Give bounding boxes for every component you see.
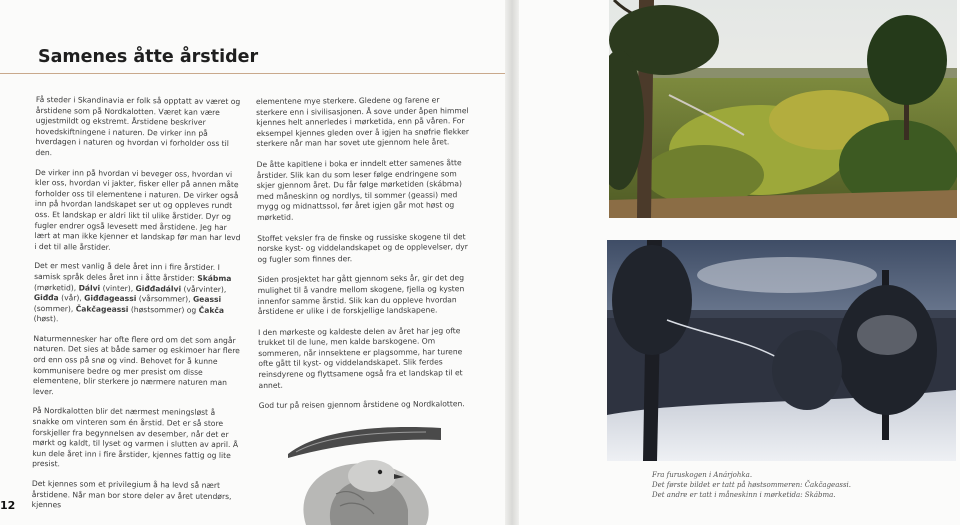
title-rule — [0, 73, 505, 74]
season-name: Skábma — [197, 273, 232, 283]
season-desc: (vinter), — [100, 283, 136, 293]
photo-caption — [652, 470, 952, 500]
seasons-intro: Det er mest vanlig å dele året inn i fire årstider. I samisk språk deles året inn i åtte årstider: — [34, 261, 220, 283]
season-name: Giđđageassi — [84, 293, 137, 304]
season-name: Dálvi — [78, 282, 101, 293]
seasons-paragraph — [34, 261, 245, 327]
season-desc: (høstsommer) og — [128, 304, 199, 315]
caption-line: Det andre er tatt i måneskinn i mørketida: Skábma. — [652, 491, 836, 499]
paragraph: God tur på reisen gjennom årstidene og Nordkalotten. — [258, 399, 465, 411]
paragraph: elementene mye sterkere. Gledene og farene er sterkere enn i sivilisasjonen. Å sove under åpen himmel kjennes helt annerledes i mørketida, enn på våren. For eksempel kjennes gleden over å igjen ha snøfrie flekker sterkere når man har sovet ute gjennom hele året. — [256, 95, 470, 149]
season-desc: (vårsommer), — [136, 294, 194, 304]
paragraph: I den mørkeste og kaldeste delen av året har jeg ofte trukket til de lune, men kalde barskogene. Om sommeren, når innsektene er plagsomme, har turene ofte gått til kyst- og viddelandskapet. Slik ferdes reinsdyrene og flyttsamene også fra et landskap til et annet. — [258, 325, 463, 390]
season-desc: (sommer), — [33, 303, 76, 314]
season-name: Čakča — [198, 305, 225, 315]
paragraph: Naturmennesker har ofte flere ord om det som angår naturen. Det sies at både samer og eskimoer har flere ord enn oss på snø og vind. Behovet for å kunne kommunisere bedre og mer presist om disse elementene, blir sterkere jo nærmere naturen man lever. — [32, 333, 240, 397]
autumn-forest-photo — [609, 0, 957, 218]
paragraph: Få steder i Skandinavia er folk så opptatt av været og årstidene som på Nordkalotten. Været kan være ugjestmildt og ekstremt. Årstidene beskriver hovedskiftningene i naturen. De virker inn på hverdagen i naturen og hvordan vi forholder oss til den. — [35, 95, 241, 158]
paragraph: Stoffet veksler fra de finske og russiske skogene til det norske kyst- og viddelandskapet og de opplevelser, dyr og fugler som finnes der. — [257, 231, 468, 264]
season-name: Giđđadálvi — [135, 283, 182, 294]
moonlit-winter-forest-photo — [607, 240, 956, 461]
text-column-right — [256, 95, 475, 422]
paragraph: Det kjennes som et privilegium å ha levd så nært årstidene. Når man bor store deler av året utendørs, kjennes — [31, 478, 232, 510]
season-name: Čakčageassi — [75, 304, 129, 314]
caption-line: Det første bildet er tatt på høstsommeren: Čakčageassi. — [652, 481, 852, 489]
season-name: Giđđa — [33, 293, 59, 303]
book-gutter — [505, 0, 519, 525]
paragraph: Siden prosjektet har gått gjennom seks år, gir det deg mulighet til å vandre mellom skogene, fjella og kysten innenfor samme årstid. Slik kan du oppleve hvordan årstidene er ulike i de forskjellige landskapene. — [257, 273, 465, 317]
text-column-left — [32, 95, 246, 522]
season-desc: (mørketid), — [33, 282, 79, 292]
paragraph: De åtte kapitlene i boka er inndelt etter samenes åtte årstider. Slik kan du som leser følge endringene som skjer gjennom året. Du får følge mørketiden (skábma) med måneskinn og nordlys, til sommer (geassi) med mygg og midnattssol, før året igjen går mot høst og mørketid. — [256, 158, 462, 222]
paragraph: De virker inn på hvordan vi beveger oss, hvordan vi kler oss, hvordan vi jakter, fisker eller på annen måte forholder oss til elementene i naturen. De virker også inn på hvordan landskapet ser ut og oppleves rundt oss. Et landskap er aldri likt til ulike årstider. Dyr og fugler endrer også levesett med årstidene. Jeg har lært at man ikke kjenner et landskap før man har levd i det til alle årstider. — [34, 167, 241, 252]
chapter-title: Samenes åtte årstider — [38, 47, 259, 67]
season-desc: (høst). — [33, 314, 59, 324]
paragraph: På Nordkalotten blir det nærmest meningsløst å snakke om vinteren som én årstid. Det er så store forskjeller fra begynnelsen av desember, når det er mørkt og kaldt, til lyset og varmen i slutten av april. Å kun dele året inn i fire årstider, kjennes fattig og lite presist. — [32, 406, 239, 469]
page-number: 12 — [0, 499, 16, 512]
season-desc: (vårvinter), — [181, 284, 227, 294]
season-desc: (vår), — [58, 293, 85, 303]
caption-line: Fra furuskogen i Anárjohka. — [652, 471, 753, 479]
season-name: Geassi — [192, 294, 222, 305]
bird-illustration — [276, 414, 446, 525]
